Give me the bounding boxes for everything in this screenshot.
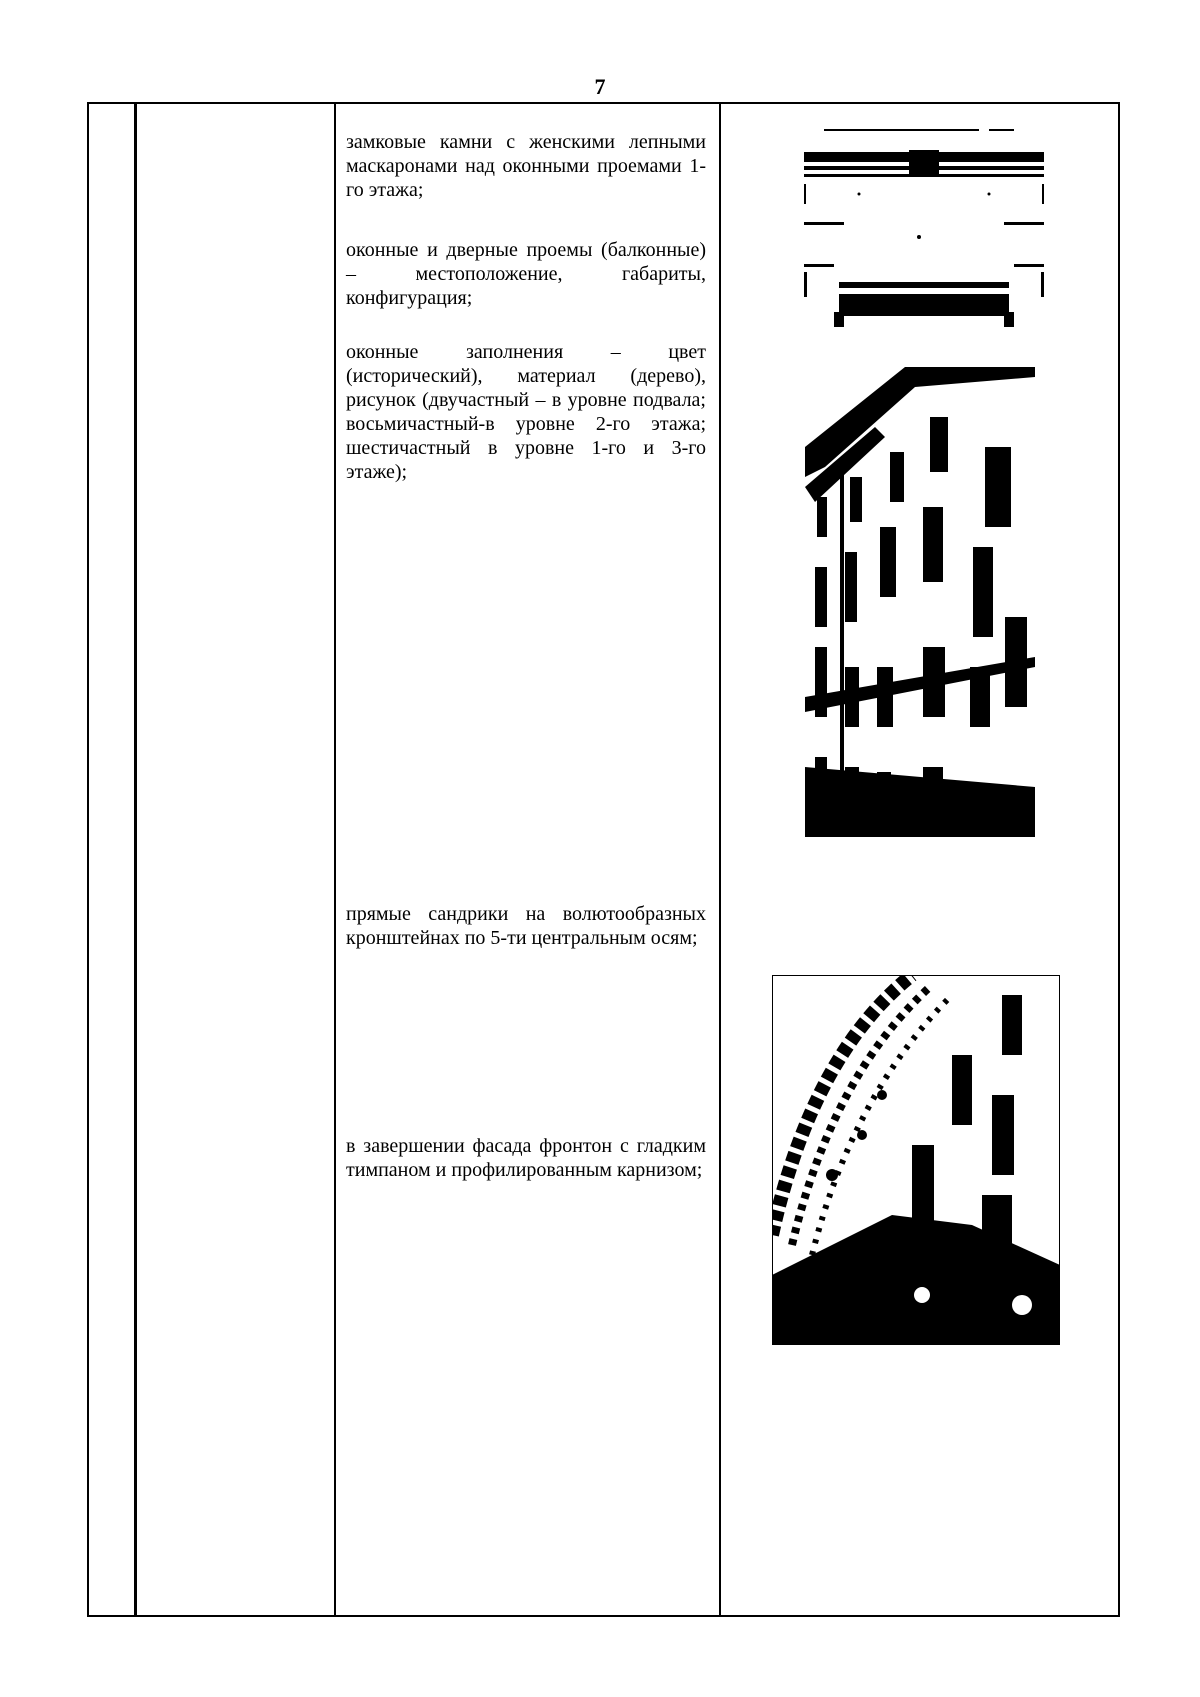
column-divider xyxy=(334,104,336,1615)
item-sandriks: прямые сандрики на волютообразных кронштейнах по 5-ти центральным осям; xyxy=(346,903,706,949)
item-keystones: замковые камни с женскими лепными маскаронами над оконными проемами 1-го этажа; xyxy=(346,131,706,201)
description-table xyxy=(87,102,1120,1617)
column-divider xyxy=(719,104,721,1615)
column-divider xyxy=(134,104,137,1615)
item-pediment: в завершении фасада фронтон с гладким тимпаном и профилированным карнизом; xyxy=(346,1135,706,1181)
building-facade-photo xyxy=(805,367,1035,837)
page-number: 7 xyxy=(594,74,606,99)
facade-detail-photo xyxy=(799,122,1049,327)
pediment-cornice-photo xyxy=(772,975,1060,1345)
item-window-openings: оконные и дверные проемы (балконные) – местоположение, габариты, конфигурация; xyxy=(346,239,706,309)
item-window-fillings: оконные заполнения – цвет (исторический), материал (дерево), рисунок (двучастный – в уровне подвала; восьмичастный-в уровне 2-го этажа; шестичастный в уровне 1-го и 3-го этаже); xyxy=(346,341,706,483)
